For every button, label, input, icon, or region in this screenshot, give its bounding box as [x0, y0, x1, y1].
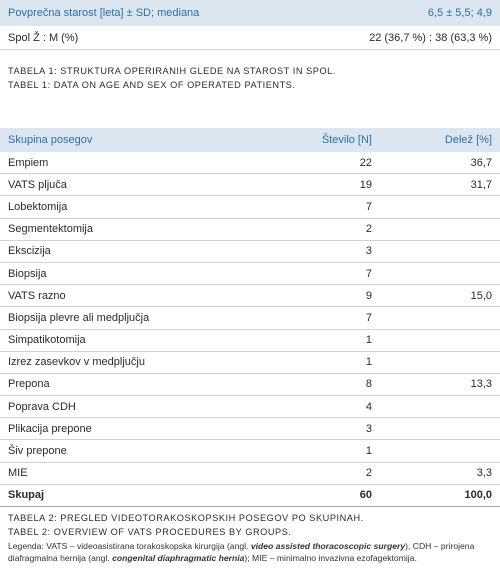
- table-row: [0, 219, 500, 241]
- count-cell: 22: [359, 156, 372, 169]
- table-row: [0, 241, 500, 263]
- table2-caption-en: TABEL 2: OVERVIEW OF VATS PROCEDURES BY GROUPS.: [8, 527, 292, 537]
- procedures-table-header: [0, 128, 500, 152]
- sex-row: [0, 26, 500, 50]
- group-cell: Prepona: [8, 378, 50, 391]
- group-cell: Empiem: [8, 156, 49, 169]
- group-cell: Lobektomija: [8, 200, 68, 213]
- share-cell: 3,3: [476, 467, 492, 480]
- table-row: [0, 396, 500, 418]
- total-row: [0, 485, 500, 507]
- table-row: [0, 352, 500, 374]
- count-cell: 7: [365, 311, 372, 324]
- age-label: Povprečna starost [leta] ± SD; mediana: [8, 7, 200, 19]
- count-cell: 2: [365, 223, 372, 236]
- count-cell: 19: [359, 178, 372, 191]
- table-row: [0, 418, 500, 440]
- table-row: [0, 463, 500, 485]
- sex-label: Spol Ž : M (%): [8, 31, 79, 44]
- legend-text-2: ), CDH – prirojena diafragmalna hernija (angl.: [8, 541, 475, 563]
- total-count: 60: [359, 489, 372, 502]
- procedures-table-body: [0, 152, 500, 485]
- col-header-share: Delež [%]: [444, 134, 492, 146]
- table-row: [0, 152, 500, 174]
- count-cell: 2: [365, 467, 372, 480]
- count-cell: 7: [365, 200, 372, 213]
- legend-term-2: congenital diaphragmatic hernia: [112, 553, 245, 563]
- table-row: [0, 374, 500, 396]
- group-cell: Ekscizija: [8, 245, 51, 258]
- table2-caption: [8, 511, 364, 539]
- col-header-group: Skupina posegov: [8, 134, 93, 146]
- count-cell: 1: [365, 356, 372, 369]
- count-cell: 1: [365, 334, 372, 347]
- table-row: [0, 285, 500, 307]
- count-cell: 9: [365, 289, 372, 302]
- group-cell: VATS razno: [8, 289, 66, 302]
- table-row: [0, 440, 500, 462]
- count-cell: 3: [365, 245, 372, 258]
- legend-term-1: video assisted thoracoscopic surgery: [250, 541, 406, 551]
- group-cell: VATS pljuča: [8, 178, 67, 191]
- group-cell: Biopsija plevre ali medpljučja: [8, 311, 150, 324]
- table1-caption-sl: TABELA 1: STRUKTURA OPERIRANIH GLEDE NA STAROST IN SPOL.: [8, 66, 336, 76]
- legend-text-1: Legenda: VATS – videoasistirana torakoskopska kirurgija (angl.: [8, 541, 251, 551]
- group-cell: Šiv prepone: [8, 445, 67, 458]
- count-cell: 4: [365, 400, 372, 413]
- count-cell: 7: [365, 267, 372, 280]
- table2-caption-sl: TABELA 2: PREGLED VIDEOTORAKOSKOPSKIH POSEGOV PO SKUPINAH.: [8, 513, 364, 523]
- table1-caption-en: TABEL 1: DATA ON AGE AND SEX OF OPERATED PATIENTS.: [8, 80, 296, 90]
- group-cell: Biopsija: [8, 267, 47, 280]
- col-header-count: Število [N]: [321, 134, 372, 146]
- age-row: [0, 0, 500, 26]
- share-cell: 36,7: [470, 156, 492, 169]
- age-value: 6,5 ± 5,5; 4,9: [427, 7, 492, 19]
- age-sex-table: [0, 0, 500, 50]
- total-label: Skupaj: [8, 489, 45, 502]
- total-share: 100,0: [464, 489, 492, 502]
- sex-value: 22 (36,7 %) : 38 (63,3 %): [369, 31, 492, 44]
- group-cell: Simpatikotomija: [8, 334, 86, 347]
- group-cell: MIE: [8, 467, 28, 480]
- share-cell: 31,7: [470, 178, 492, 191]
- count-cell: 1: [365, 445, 372, 458]
- legend-text-3: ); MIE – minimalno invazivna ezofagektomija.: [244, 553, 417, 563]
- count-cell: 3: [365, 422, 372, 435]
- table-row: [0, 307, 500, 329]
- share-cell: 15,0: [470, 289, 492, 302]
- table1-caption: [8, 64, 336, 92]
- group-cell: Poprava CDH: [8, 400, 76, 413]
- table-row: [0, 330, 500, 352]
- group-cell: Izrez zasevkov v medpljučju: [8, 356, 145, 369]
- table-row: [0, 196, 500, 218]
- group-cell: Segmentektomija: [8, 223, 93, 236]
- table-row: [0, 263, 500, 285]
- legend-note: [8, 540, 493, 564]
- share-cell: 13,3: [470, 378, 492, 391]
- procedures-table: [0, 128, 500, 507]
- count-cell: 8: [365, 378, 372, 391]
- table-row: [0, 174, 500, 196]
- group-cell: Plikacija prepone: [8, 422, 92, 435]
